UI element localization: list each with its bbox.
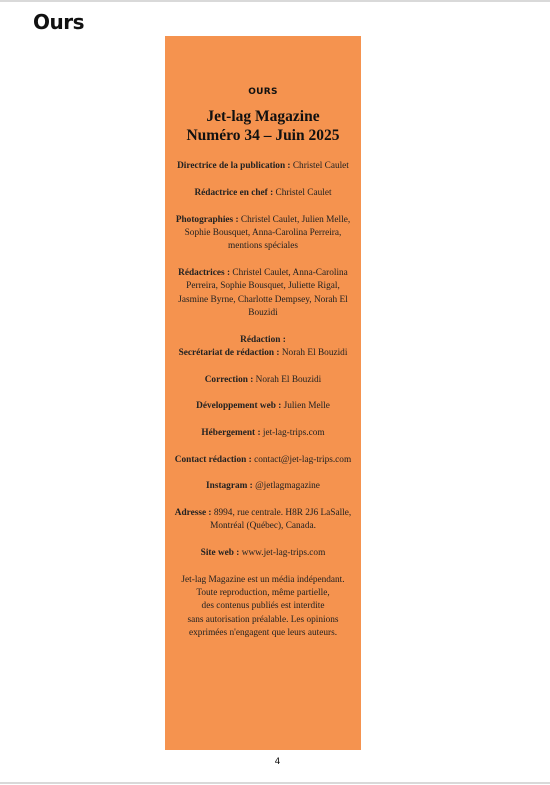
top-divider — [0, 0, 550, 2]
magazine-title-line1: Jet-lag Magazine — [206, 108, 320, 126]
credit-contact — [171, 454, 355, 467]
credit-instagram — [171, 480, 355, 493]
credit-value: contact@jet-lag-trips.com — [254, 454, 352, 465]
legal-notice-line: des contenus publiés est interdite — [201, 601, 325, 612]
credit-value: jet-lag-trips.com — [262, 427, 325, 438]
credit-value: Christel Caulet, Julien Melle, Sophie Bousquet, Anna-Carolina Perreira, mentions spéciales — [184, 214, 351, 252]
credit-label: Photographies : — [175, 214, 239, 225]
legal-notice-line: sans autorisation préalable. Les opinions — [187, 614, 339, 625]
credit-writers — [171, 267, 355, 320]
magazine-issue-line: Numéro 34 – Juin 2025 — [186, 126, 340, 144]
credit-value: Julien Melle — [283, 401, 330, 412]
legal-notice — [171, 574, 355, 640]
credit-address — [171, 507, 355, 534]
credits-column — [165, 36, 361, 750]
credit-value: Norah El Bouzidi — [281, 347, 348, 358]
credit-editor-in-chief — [171, 187, 355, 200]
credit-label: Adresse : — [174, 507, 212, 518]
credit-label: Rédaction : — [240, 334, 286, 345]
credit-label: Contact rédaction : — [174, 454, 252, 465]
credit-photographers — [171, 214, 355, 254]
credit-value: www.jet-lag-trips.com — [241, 547, 326, 558]
page-title: Ours — [33, 10, 85, 34]
legal-notice-line: Toute reproduction, même partielle, — [196, 587, 330, 598]
magazine-title — [171, 108, 355, 145]
credit-label: Rédactrices : — [178, 267, 231, 278]
credit-value: Christel Caulet, Anna-Carolina Perreira, Sophie Bousquet, Juliette Rigal, Jasmine Byrne, Charlotte Dempsey, Norah El Bouzidi — [178, 267, 348, 318]
credit-label: Instagram : — [206, 481, 253, 492]
credit-label: Hébergement : — [201, 427, 261, 438]
credit-label: Directrice de la publication : — [177, 161, 291, 172]
credit-value: 8994, rue centrale. H8R 2J6 LaSalle, Montréal (Québec), Canada. — [210, 507, 352, 532]
credit-editorial — [171, 334, 355, 361]
credit-proofreading — [171, 374, 355, 387]
credit-label: Rédactrice en chef : — [194, 187, 274, 198]
credit-sub-label: Secrétariat de rédaction : — [178, 347, 280, 358]
bottom-divider — [0, 782, 550, 784]
credit-label: Site web : — [200, 547, 240, 558]
credit-label: Correction : — [204, 374, 254, 385]
legal-notice-line: exprimées n'engagent que leurs auteurs. — [188, 627, 338, 638]
credit-value: Christel Caulet — [292, 161, 349, 172]
credit-director — [171, 160, 355, 173]
credit-website — [171, 547, 355, 560]
page-number: 4 — [274, 757, 281, 767]
credits-kicker: OURS — [248, 87, 278, 97]
credit-label: Développement web : — [196, 401, 282, 412]
legal-notice-line: Jet-lag Magazine est un média indépendant. — [181, 574, 345, 585]
credit-value: Norah El Bouzidi — [255, 374, 322, 385]
credit-value: Christel Caulet — [275, 187, 332, 198]
credit-hosting — [171, 427, 355, 440]
credit-web-development — [171, 400, 355, 413]
credit-value: @jetlagmagazine — [255, 481, 320, 492]
